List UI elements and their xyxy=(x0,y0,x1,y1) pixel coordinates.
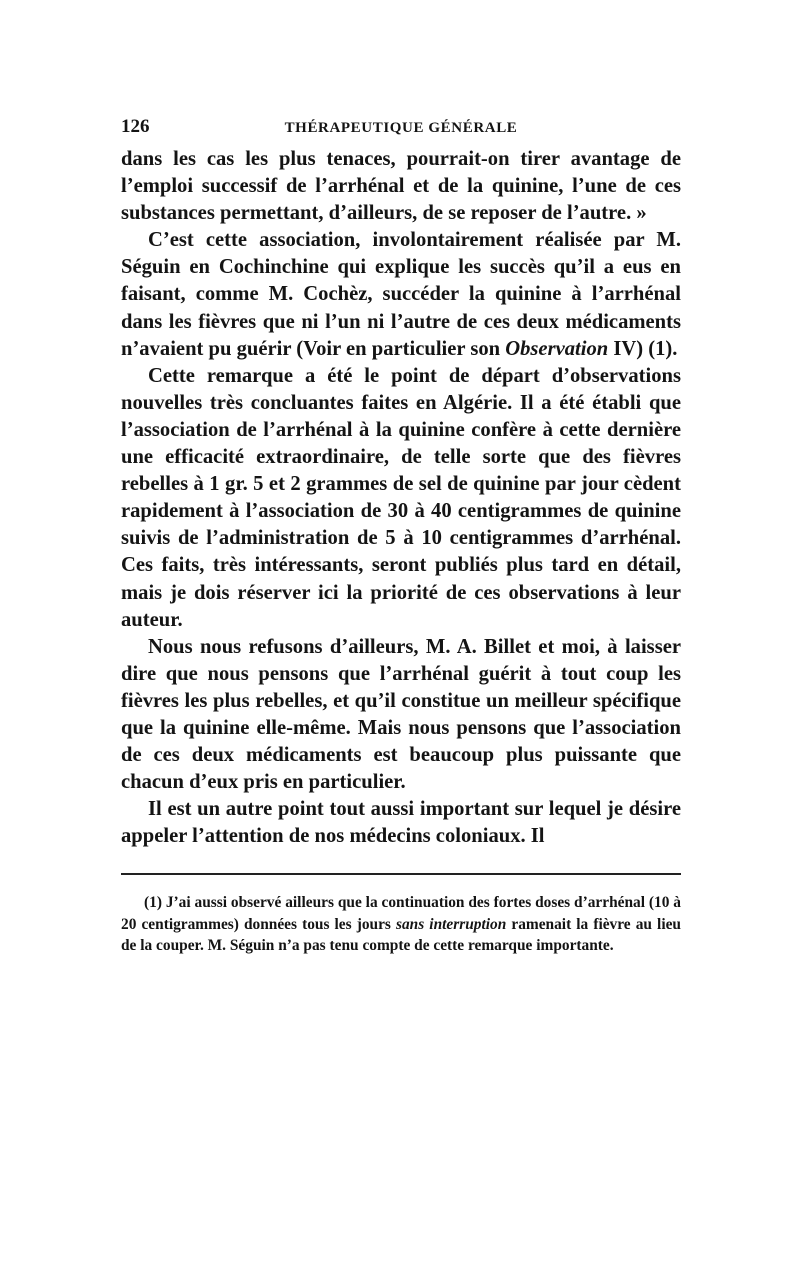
paragraph-2-text: C’est cette association, involontairement réalisée par M. Séguin en Cochinchine qui explique les succès qu’il a eus en faisant, comme M. Cochèz, succéder la quinine à l’arrhénal dans les fièvres que ni l’un ni l’autre de ces deux médicaments n’avaient pu guérir (Voir en particulier son xyxy=(121,229,681,360)
running-title: THÉRAPEUTIQUE GÉNÉRALE xyxy=(284,120,518,136)
footnote-text-end: ramenait la fièvre au lieu de la couper. M. Séguin n’a pas tenu compte de cette remarque importante. xyxy=(121,915,681,955)
paragraph-3: Cette remarque a été le point de départ d’observations nouvelles très concluantes faites en Algérie. Il a été établi que l’association de l’arrhénal à la quinine confère à cette dernière une efficacité extraordinaire, de telle sorte que des fièvres rebelles à 1 gr. 5 et 2 grammes de sel de quinine par jour cèdent rapidement à l’association de 30 à 40 centigrammes de quinine suivis de l’administration de 5 à 10 centigrammes d’arrhénal. Ces faits, très intéressants, seront publiés plus tard en détail, mais je dois réserver ici la priorité de ces observations à leur auteur. xyxy=(121,364,681,631)
paragraph-4: Nous nous refusons d’ailleurs, M. A. Billet et moi, à laisser dire que nous pensons que l’arrhénal guérit à tout coup les fièvres les plus rebelles, et qu’il constitue un meilleur spécifique que la quinine elle-même. Mais nous pensons que l’association de ces deux médicaments est beaucoup plus puissante que chacun d’eux pris en particulier. xyxy=(121,635,681,794)
paragraph-2 xyxy=(121,227,681,362)
paragraph-1: dans les cas les plus tenaces, pourrait-on tirer avantage de l’emploi successif de l’arrhénal et de la quinine, l’une de ces substances permettant, d’ailleurs, de se reposer de l’autre. » xyxy=(121,148,681,225)
footnote-divider xyxy=(121,873,681,875)
book-page xyxy=(121,112,681,972)
running-header xyxy=(121,112,681,142)
footnote-text: (1) J’ai aussi observé ailleurs que la continuation des fortes doses d’arrhénal (10 à 20 centigrammes) données tous les jours xyxy=(121,894,681,933)
body-text xyxy=(121,146,681,850)
paragraph-2-text-end: IV) (1). xyxy=(608,337,678,360)
page-number: 126 xyxy=(121,116,150,137)
footnote-italic: sans interruption xyxy=(395,915,507,933)
paragraph-5: Il est un autre point tout aussi important sur lequel je désire appeler l’attention de nos médecins coloniaux. Il xyxy=(121,798,681,848)
footnote xyxy=(121,892,681,956)
paragraph-2-italic: Observation xyxy=(505,337,609,360)
